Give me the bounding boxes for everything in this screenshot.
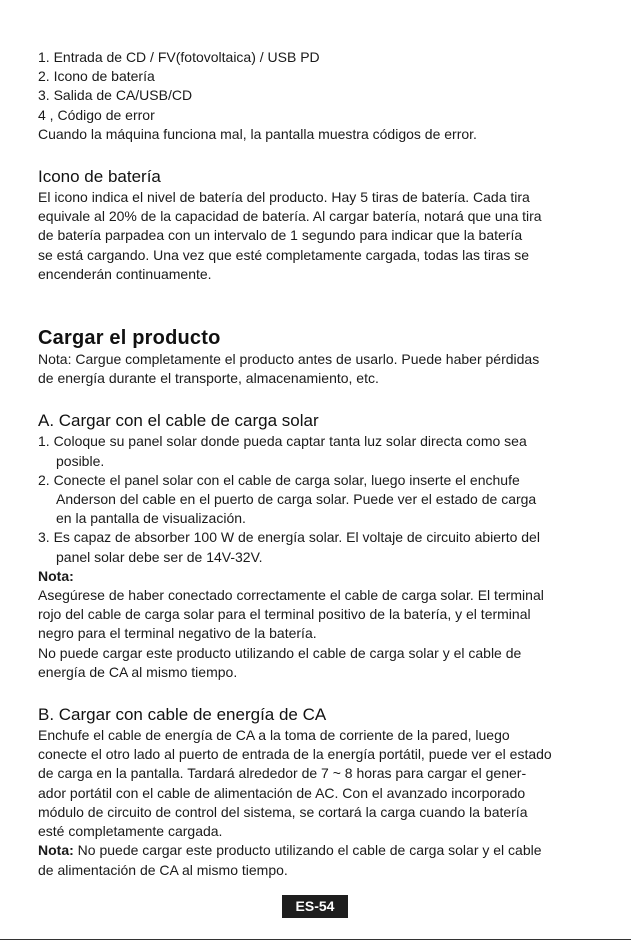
paragraph-line: encenderán continuamente. bbox=[38, 265, 212, 282]
step-line: en la pantalla de visualización. bbox=[56, 510, 246, 527]
step-line: 3. Es capaz de absorber 100 W de energía solar. El voltaje de circuito abierto del bbox=[38, 529, 540, 546]
note-line bbox=[38, 841, 598, 860]
paragraph-line: conecte el otro lado al puerto de entrada de la energía portátil, puede ver el estado bbox=[38, 746, 552, 763]
paragraph-line: Asegúrese de haber conectado correctamente el cable de carga solar. El terminal bbox=[38, 587, 544, 604]
list-item: 3. Salida de CA/USB/CD bbox=[38, 87, 193, 104]
paragraph-line: Enchufe el cable de energía de CA a la toma de corriente de la pared, luego bbox=[38, 727, 510, 744]
paragraph-line: rojo del cable de carga solar para el terminal positivo de la batería, y el terminal bbox=[38, 606, 531, 623]
step-line: panel solar debe ser de 14V-32V. bbox=[56, 548, 263, 565]
note-label: Nota: bbox=[38, 842, 74, 859]
manual-page bbox=[38, 48, 598, 880]
intro-list bbox=[38, 48, 598, 144]
page-number-badge: ES-54 bbox=[282, 895, 348, 918]
step-line: posible. bbox=[56, 452, 105, 469]
section-heading: Icono de batería bbox=[38, 167, 161, 187]
solar-charging-section bbox=[38, 410, 598, 682]
paragraph-line: se está cargando. Una vez que esté completamente cargada, todas las tiras se bbox=[38, 246, 530, 263]
error-code-note: Cuando la máquina funciona mal, la pantalla muestra códigos de error. bbox=[38, 125, 477, 142]
paragraph-line: Nota: Cargue completamente el producto antes de usarlo. Puede haber pérdidas bbox=[38, 351, 540, 368]
paragraph-line: de energía durante el transporte, almacenamiento, etc. bbox=[38, 370, 379, 387]
list-item: 1. Entrada de CD / FV(fotovoltaica) / USB PD bbox=[38, 49, 320, 65]
step-line: Anderson del cable en el puerto de carga solar. Puede ver el estado de carga bbox=[56, 491, 537, 508]
charging-section bbox=[38, 326, 598, 388]
step-line: 1. Coloque su panel solar donde pueda captar tanta luz solar directa como sea bbox=[38, 433, 527, 450]
battery-icon-section bbox=[38, 166, 598, 284]
footer-divider bbox=[0, 939, 631, 940]
note-text: No puede cargar este producto utilizando el cable de carga solar y el cable bbox=[73, 842, 542, 859]
paragraph-line: esté completamente cargada. bbox=[38, 823, 223, 840]
paragraph-line: equivale al 20% de la capacidad de batería. Al cargar batería, notará que una tira bbox=[38, 208, 542, 225]
paragraph-line: de alimentación de CA al mismo tiempo. bbox=[38, 861, 288, 878]
paragraph-line: No puede cargar este producto utilizando el cable de carga solar y el cable de bbox=[38, 644, 522, 661]
paragraph-line: energía de CA al mismo tiempo. bbox=[38, 663, 238, 680]
paragraph-line: módulo de circuito de control del sistema, se cortará la carga cuando la batería bbox=[38, 803, 528, 820]
list-item: 2. Icono de batería bbox=[38, 68, 155, 85]
step-line: 2. Conecte el panel solar con el cable de carga solar, luego inserte el enchufe bbox=[38, 471, 520, 488]
paragraph-line: de batería parpadea con un intervalo de 1 segundo para indicar que la batería bbox=[38, 227, 523, 244]
paragraph-line: El icono indica el nivel de batería del producto. Hay 5 tiras de batería. Cada tira bbox=[38, 189, 530, 206]
page-title: Cargar el producto bbox=[38, 327, 221, 350]
paragraph-line: negro para el terminal negativo de la batería. bbox=[38, 625, 317, 642]
list-item: 4 , Código de error bbox=[38, 106, 155, 123]
note-label: Nota: bbox=[38, 567, 74, 584]
paragraph-line: ador portátil con el cable de alimentación de AC. Con el avanzado incorporado bbox=[38, 784, 526, 801]
section-heading: A. Cargar con el cable de carga solar bbox=[38, 411, 319, 431]
paragraph-line: de carga en la pantalla. Tardará alrededor de 7 ~ 8 horas para cargar el gener- bbox=[38, 765, 527, 782]
ac-charging-section bbox=[38, 704, 598, 880]
section-heading: B. Cargar con cable de energía de CA bbox=[38, 705, 327, 725]
